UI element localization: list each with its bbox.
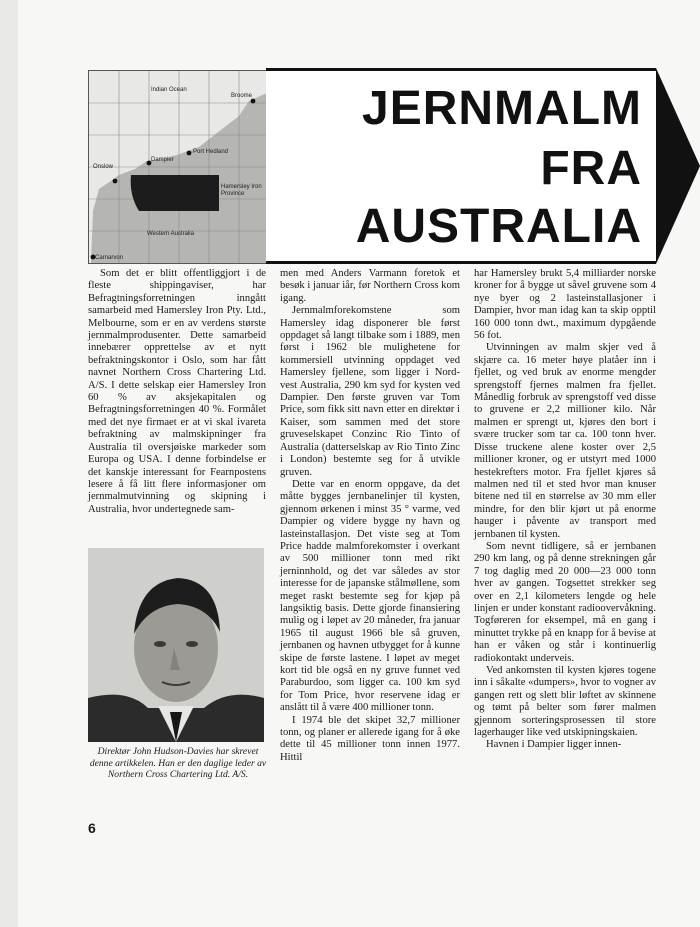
- paragraph: men med Anders Varmann foretok et besøk i januar iår, før Northern Cross kom igang.: [280, 268, 460, 304]
- map-label-hamersley-iron-province: Hamersley Iron Province: [221, 184, 262, 197]
- map-label-broome: Broome: [231, 93, 253, 99]
- title-arrow: [656, 68, 700, 264]
- title-line-1: JERNMALM: [362, 82, 642, 135]
- article-column-1: [88, 268, 266, 516]
- title-line-2: FRA: [540, 142, 642, 195]
- portrait-graphic: [88, 548, 264, 742]
- photo-caption: Direktør John Hudson-Davies har skrevet denne artikkelen. Han er den daglige leder av Northern Cross Chartering Ltd. A/S.: [89, 746, 267, 781]
- title-box: [266, 68, 656, 264]
- paragraph: Dette var en enorm oppgave, da det måtte bygges jernbanelinjer til kysten, gjennom ørkenen i minst 35 ° varme, ved Dampier og videre bygge ny havn og lasteinstallasjon. Det viste seg at Tom Price hadde malmforekomster i overkant av 500 millioner tonn med rikt jerninnhold, og det var således av stor interesse for de japanske stålmøllene, som meget raskt bestemte seg for kjøp på langsiktig basis. Dette gjorde finansiering mulig og i løpet av 20 måneder, fra januar 1965 til august 1966 ble så gruven, jernbanen og havnen utbygget for å kunne skipe de første lastene. I løpet av meget kort tid ble også en ny gruve funnet ved Paraburdoo, som ligger ca. 100 km syd for Tom Price, hvor reservene idag er anslått til å være 400 millioner tonn.: [280, 478, 460, 714]
- title-line-3: AUSTRALIA: [355, 200, 642, 253]
- paragraph: har Hamersley brukt 5,4 milliarder norske kroner for å bygge ut såvel gruvene som 4 nye byer og 2 lasteinstallasjoner i Dampier, hvor man idag kan ta skip opptil 160 000 tonn dwt., maximum dypgående 56 fot.: [474, 268, 656, 342]
- map-label-dampier: Dampier: [151, 157, 174, 163]
- page-number: 6: [88, 820, 96, 836]
- paragraph: Som det er blitt offentliggjort i de fleste shippingaviser, har Befragtningsforretningen inngått samarbeid med Hamersley Iron Pty. Ltd., Melbourne, som er en av verdens største jernmalmprodusenter. Dette samarbeid innebærer opprettelse av et nytt befraktningskontor i Oslo, som har fått navnet Northern Cross Chartering Ltd. A/S. I dette selskap eier Hamersley Iron 60 % av aksjekapitalen og Befragtningsforretningen 40 %. Formålet med det nye firmaet er at vi skal ivareta befraktning av malmskipninger fra Australia til oversjøiske markeder som Europa og USA. I denne forbindelse er det kanskje interessant for Fearnpostens lesere å få litt flere informasjoner om jernmalmutvinning og skipning i Australia, hvor undertegnede sam-: [88, 268, 266, 515]
- author-photo: [88, 548, 264, 742]
- map-label-port-hedland: Port Hedland: [193, 149, 229, 155]
- paragraph: Som nevnt tidligere, så er jernbanen 290 km lang, og på denne strekningen går 7 tog daglig med 20 000—23 000 tonn hver av gangen. Togsettet strekker seg over en 2,1 kilometers lengde og hele linjen er under konstant radioovervåkning. Togføreren for eksempel, må en gang i minuttet trykke på en knapp for å bevise at han er våken og står i kontinuerlig radiokontakt underveis.: [474, 540, 656, 664]
- map-label-indian-ocean: Indian Ocean: [151, 87, 187, 93]
- paragraph: Havnen i Dampier ligger innen-: [486, 739, 622, 751]
- map-label-onslow: Onslow: [93, 164, 114, 170]
- map-label-western-australia: Western Australia: [147, 231, 194, 237]
- paragraph: Jernmalmforekomstene som Hamersley idag disponerer ble først oppdaget så langt tilbake som i 1889, men først i 1962 ble mulighetene for kommersiell utvinning oppdaget ved Hamersley fjellene, som ligger i Nord-vest Australia, 290 km syd for kysten ved Dampier. Den første gruven var Tom Price, som fikk sitt navn etter en direktør i Kaiser, som sammen med det store gruveselskapet Conzinc Rio Tinto of Australia (datterselskap av Rio Tinto Zinc i London) bestemte seg for å utvikle gruven.: [280, 305, 460, 478]
- paragraph: Ved ankomsten til kysten kjøres togene inn i såkalte «dumpers», hvor to vogner av gangen rett og slett blir løftet av skinnene og tømt på belter som fører malmen gjennom sorteringsprosessen til store lagerhauger like ved utskipningskaien.: [474, 665, 656, 739]
- map-label-carnarvon: Carnarvon: [95, 255, 124, 261]
- paragraph: Utvinningen av malm skjer ved å skjære ca. 16 meter høye platåer inn i fjellet, og ved bruk av enorme mengder sprengstoff fjernes malmen fra fjellet. Månedlig forbruk av sprengstoff ved disse to gruvene er 2,2 millioner kilo. Når malmen er sprengt ut, kjøres den bort i svære trucker som tar ca. 100 tonn hver. Disse truckene alene koster over 2,5 millioner kroner, og er utstyrt med 1000 hestekrefters motor. Fra fjellet kjøres så malmen ned til et sted hvor man knuser bitene ned til en størrelse av 30 mm eller mindre, for den blir kjørt ut på enorme hauger i påvente av transport med jernbanen til kysten.: [474, 342, 656, 540]
- map-figure: [88, 70, 268, 264]
- paragraph: I 1974 ble det skipet 32,7 millioner tonn, og planer er allerede igang for å øke dette til 45 millioner tonn innen 1977. Hittil: [280, 714, 460, 763]
- article-column-3: [474, 268, 656, 752]
- article-column-2: [280, 268, 460, 764]
